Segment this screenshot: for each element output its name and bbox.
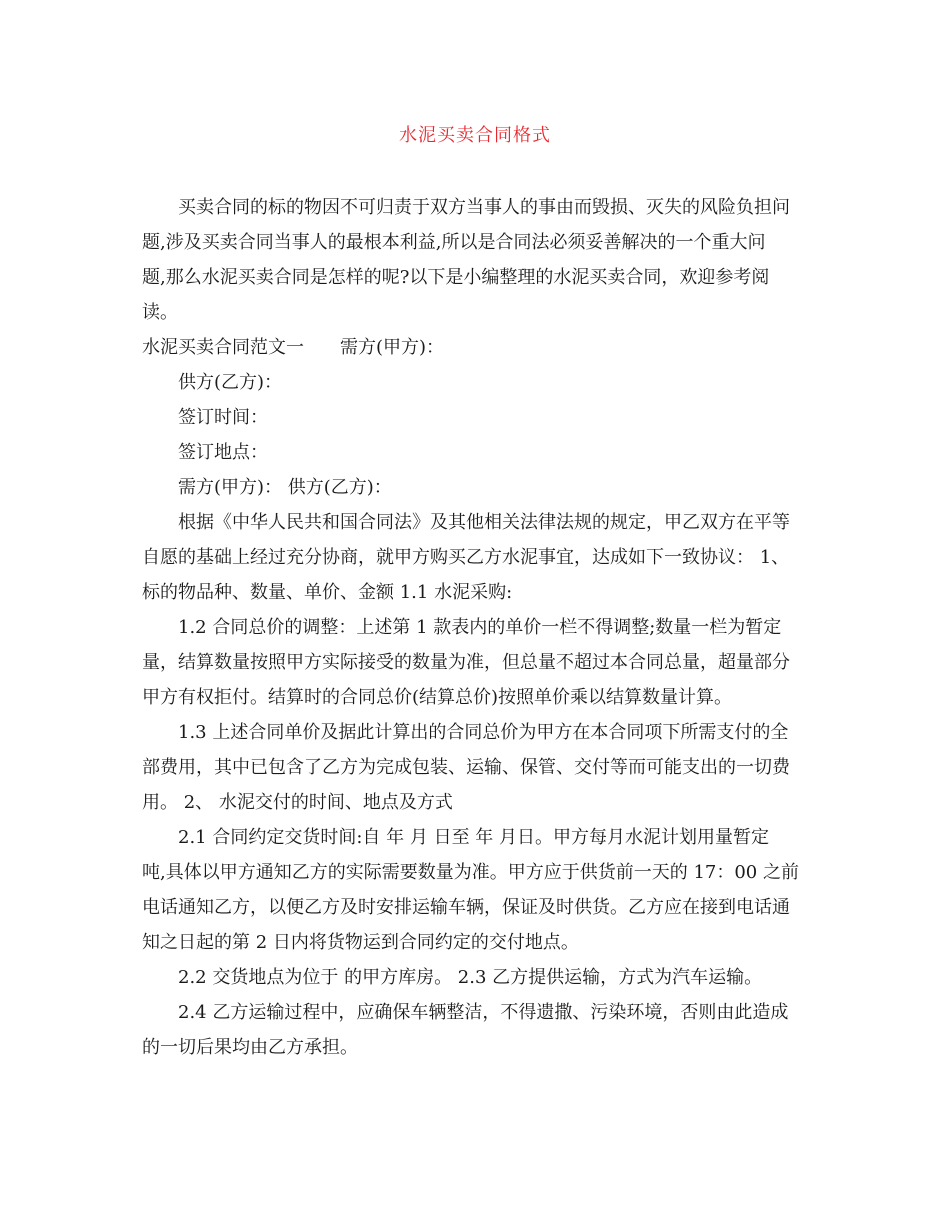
- paragraph-line: 2.4 乙方运输过程中，应确保车辆整洁，不得遗撒、污染环境，否则由此造成: [178, 1002, 789, 1023]
- paragraph-line: 2.1 合同约定交货时间:自 年 月 日至 年 月日。甲方每月水泥计划用量暂定: [178, 827, 770, 848]
- paragraph-line: 自愿的基础上经过充分协商，就甲方购买乙方水泥事宜，达成如下一致协议： 1、: [142, 547, 790, 568]
- paragraph-line: 根据《中华人民共和国合同法》及其他相关法律法规的规定，甲乙双方在平等: [178, 512, 790, 533]
- paragraph-line: 知之日起的第 2 日内将货物运到合同约定的交付地点。: [142, 932, 579, 953]
- document-title: 水泥买卖合同格式: [399, 125, 551, 146]
- paragraph-line: 需方(甲方)： 供方(乙方)：: [178, 477, 392, 498]
- paragraph-line: 的一切后果均由乙方承担。: [142, 1037, 358, 1058]
- paragraph-line: 电话通知乙方，以便乙方及时安排运输车辆，保证及时供货。乙方应在接到电话通: [142, 897, 790, 918]
- paragraph-line: 标的物品种、数量、单价、金额 1.1 水泥采购:: [142, 582, 513, 603]
- paragraph-line: 读。: [142, 302, 178, 323]
- paragraph-line: 量，结算数量按照甲方实际接受的数量为准，但总量不超过本合同总量，超量部分: [142, 652, 790, 673]
- paragraph-line: 签订地点：: [178, 442, 268, 463]
- paragraph-line: 2.2 交货地点为位于 的甲方库房。 2.3 乙方提供运输，方式为汽车运输。: [178, 967, 763, 988]
- paragraph-line: 1.2 合同总价的调整：上述第 1 款表内的单价一栏不得调整;数量一栏为暂定: [178, 617, 782, 638]
- paragraph-line: 水泥买卖合同范文一 需方(甲方)：: [142, 337, 445, 358]
- paragraph-line: 吨,具体以甲方通知乙方的实际需要数量为准。甲方应于供货前一天的 17：00 之前: [142, 862, 799, 883]
- document-body: [142, 190, 814, 1065]
- paragraph-line: 题,那么水泥买卖合同是怎样的呢?以下是小编整理的水泥买卖合同，欢迎参考阅: [142, 267, 770, 288]
- paragraph-line: 部费用，其中已包含了乙方为完成包装、运输、保管、交付等而可能支出的一切费: [142, 757, 790, 778]
- paragraph-line: 签订时间：: [178, 407, 268, 428]
- paragraph-line: 供方(乙方)：: [178, 372, 283, 393]
- paragraph-line: 甲方有权拒付。结算时的合同总价(结算总价)按照单价乘以结算数量计算。: [142, 687, 733, 708]
- paragraph-line: 用。 2、 水泥交付的时间、地点及方式: [142, 792, 453, 813]
- paragraph-line: 1.3 上述合同单价及据此计算出的合同总价为甲方在本合同项下所需支付的全: [178, 722, 789, 743]
- paragraph-line: 买卖合同的标的物因不可归责于双方当事人的事由而毁损、灭失的风险负担问: [178, 197, 790, 218]
- paragraph-line: 题,涉及买卖合同当事人的最根本利益,所以是合同法必须妥善解决的一个重大问: [142, 232, 766, 253]
